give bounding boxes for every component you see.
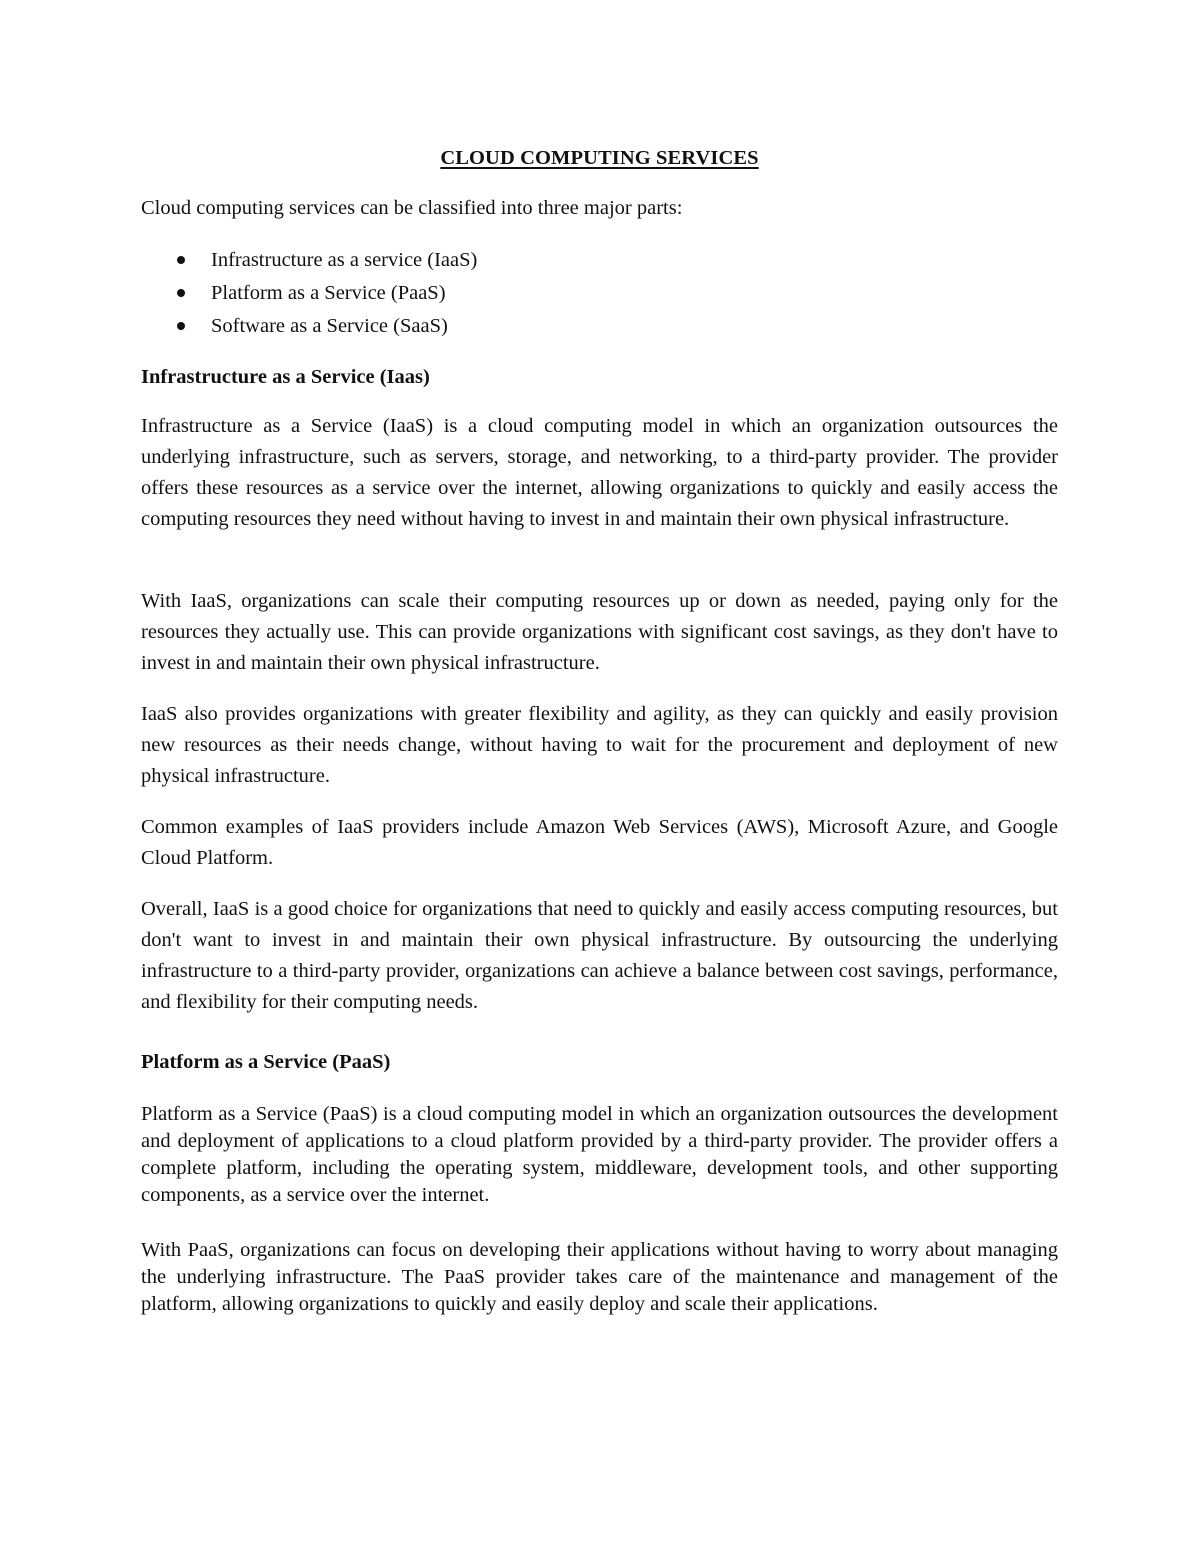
list-item-text: Platform as a Service (PaaS) [211,282,446,304]
list-item [141,310,477,343]
paas-paragraph-1: Platform as a Service (PaaS) is a cloud computing model in which an organization outsources the development and deployment of applications to a cloud platform provided by a third-party provider. The provider offers a complete platform, including the operating system, middleware, development tools, and other supporting components, as a service over the internet. [141,1103,1058,1206]
iaas-paragraph-2: With IaaS, organizations can scale their computing resources up or down as needed, paying only for the resources they actually use. This can provide organizations with significant cost savings, as they don't have to invest in and maintain their own physical infrastructure. [141,590,1058,674]
iaas-paragraph-1: Infrastructure as a Service (IaaS) is a cloud computing model in which an organization outsources the underlying infrastructure, such as servers, storage, and networking, to a third-party provider. The provider offers these resources as a service over the internet, allowing organizations to quickly and easily access the computing resources they need without having to invest in and maintain their own physical infrastructure. [141,415,1058,530]
document-title: CLOUD COMPUTING SERVICES [440,147,759,169]
paas-heading: Platform as a Service (PaaS) [141,1051,391,1073]
iaas-heading: Infrastructure as a Service (Iaas) [141,366,430,388]
paas-paragraph-2: With PaaS, organizations can focus on developing their applications without having to worry about managing the underlying infrastructure. The PaaS provider takes care of the maintenance and management of the platform, allowing organizations to quickly and easily deploy and scale their applications. [141,1239,1058,1315]
list-item [141,244,477,277]
iaas-paragraph-4: Common examples of IaaS providers include Amazon Web Services (AWS), Microsoft Azure, and Google Cloud Platform. [141,816,1058,869]
list-item-text: Software as a Service (SaaS) [211,315,448,337]
list-item [141,277,477,310]
bullet-icon [177,289,185,297]
iaas-paragraph-3: IaaS also provides organizations with greater flexibility and agility, as they can quickly and easily provision new resources as their needs change, without having to wait for the procurement and deployment of new physical infrastructure. [141,703,1058,787]
bullet-icon [177,256,185,264]
intro-text: Cloud computing services can be classified into three major parts: [141,197,683,219]
iaas-paragraph-5: Overall, IaaS is a good choice for organizations that need to quickly and easily access computing resources, but don't want to invest in and maintain their own physical infrastructure. By outsourcing the underlying infrastructure to a third-party provider, organizations can achieve a balance between cost savings, performance, and flexibility for their computing needs. [141,898,1058,1013]
list-item-text: Infrastructure as a service (IaaS) [211,249,478,271]
bullet-icon [177,322,185,330]
service-list [141,244,477,343]
